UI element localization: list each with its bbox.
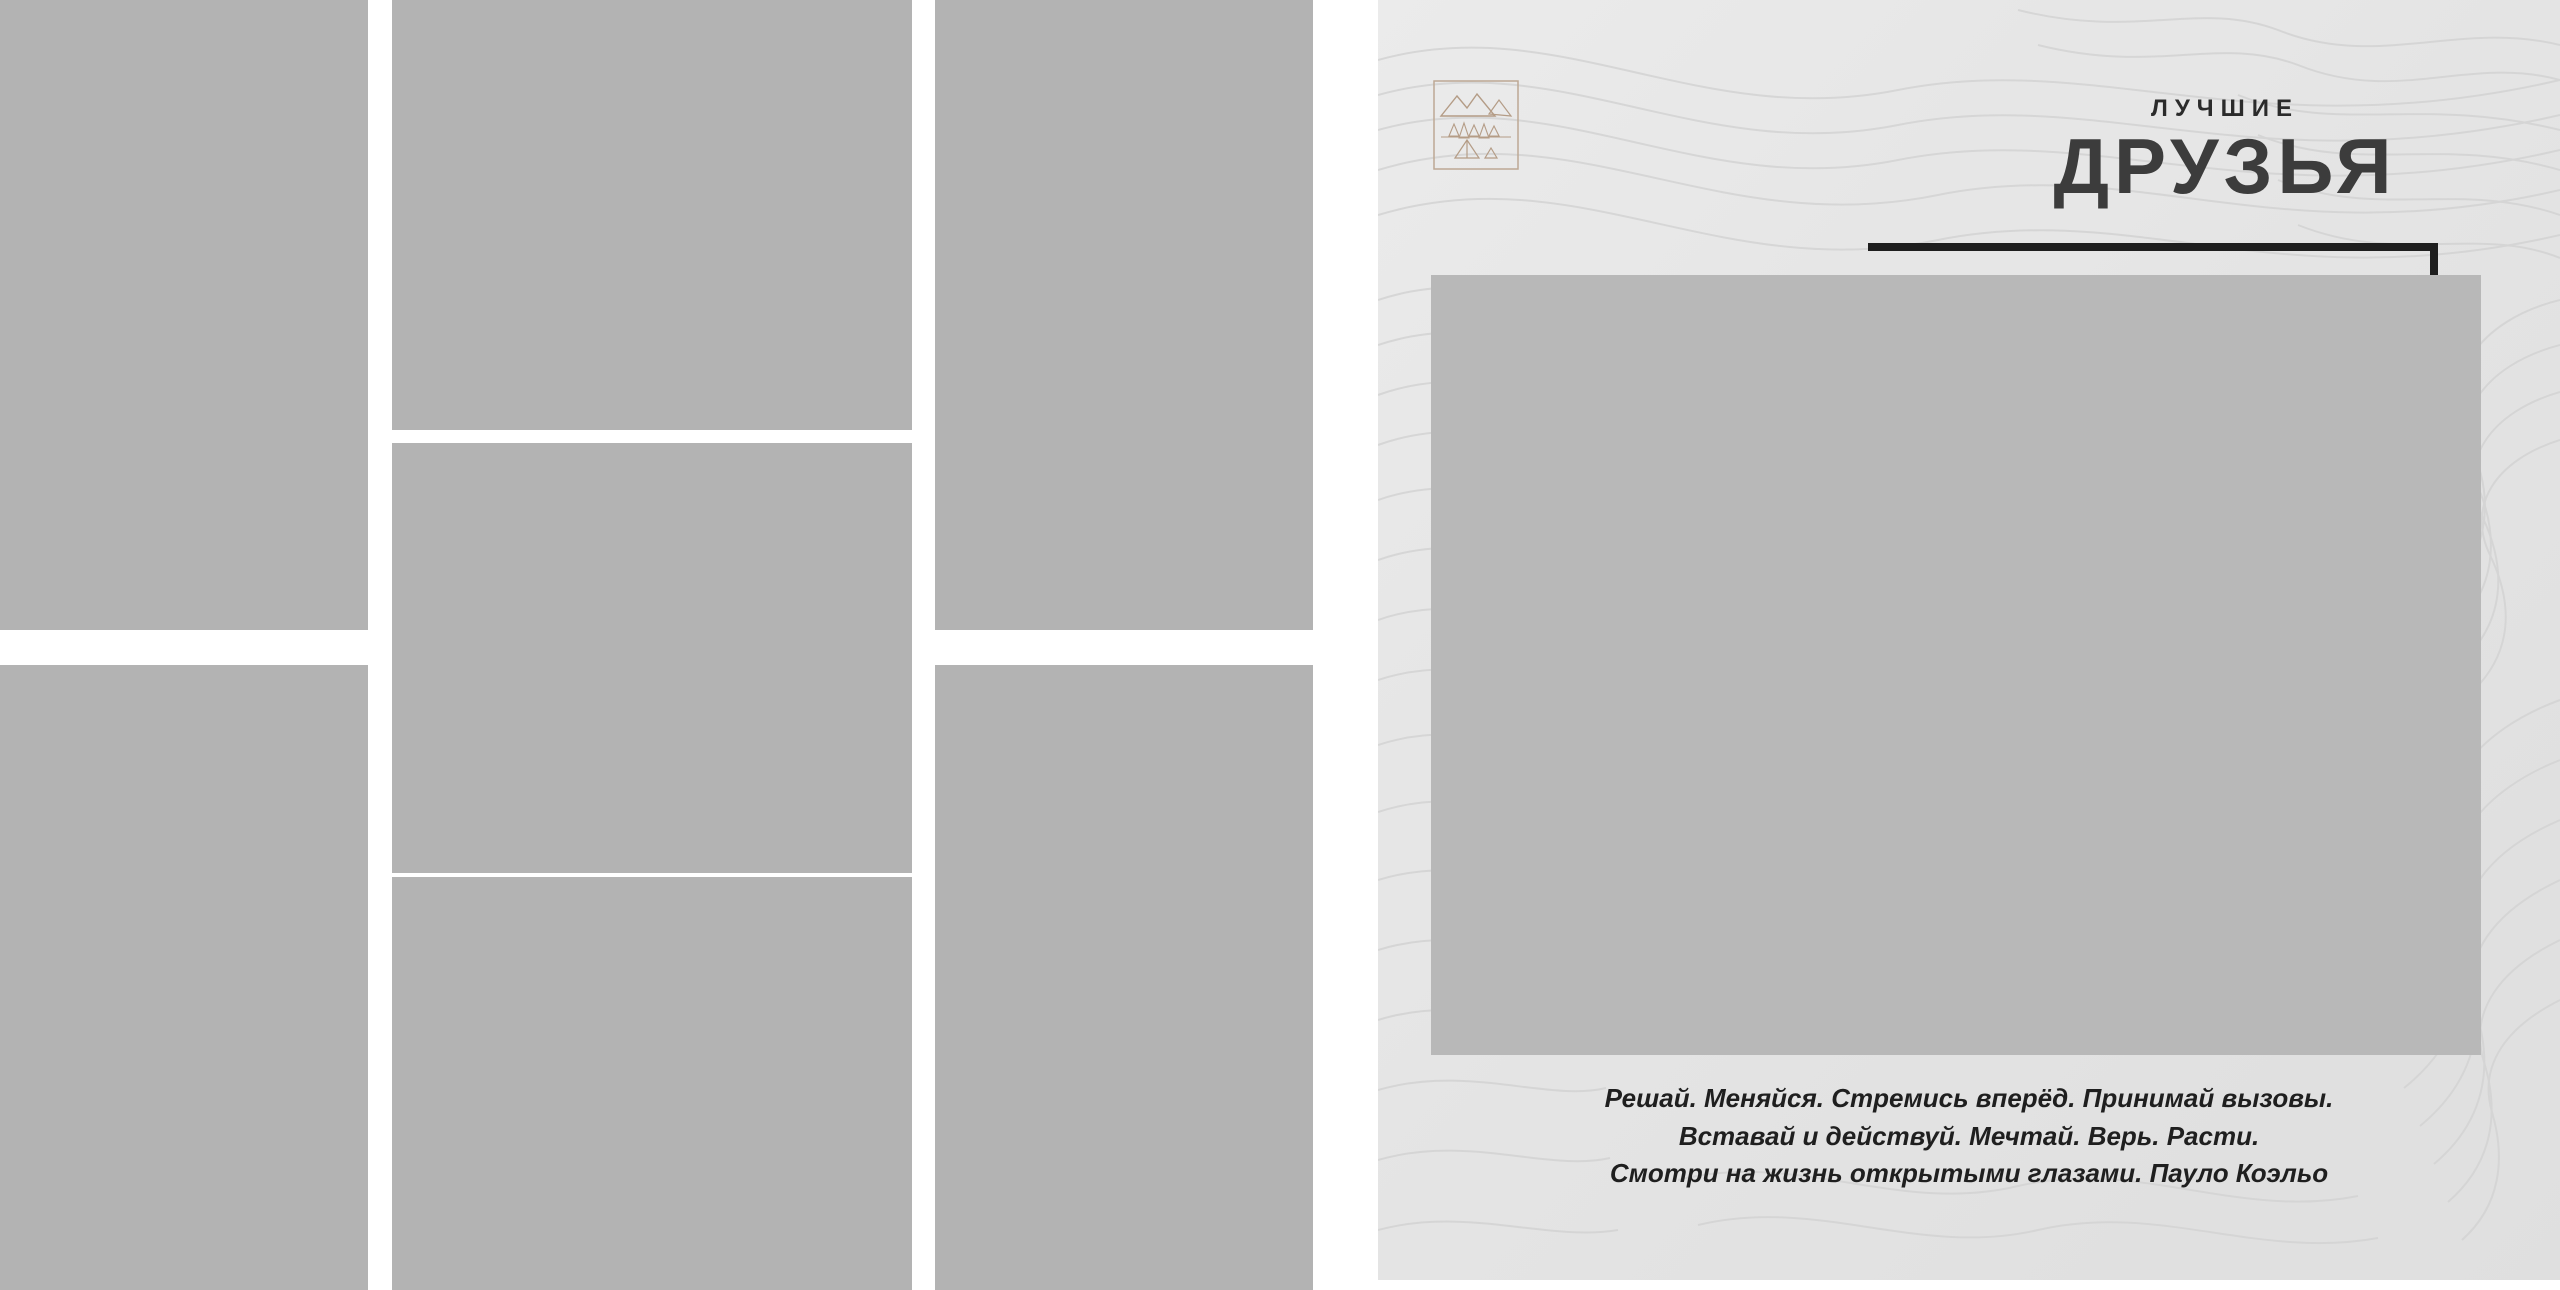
title-kicker: ЛУЧШИЕ (2150, 95, 2299, 122)
quote-line-3: Смотри на жизнь открытыми глазами. Пауло Коэльо (1609, 1158, 2329, 1189)
quote-block (1378, 1080, 2560, 1193)
photo-placeholder-2[interactable] (0, 665, 368, 1290)
photo-placeholder-6[interactable] (935, 0, 1313, 630)
photo-placeholder-3[interactable] (392, 0, 912, 430)
title-main: ДРУЗЬЯ (2053, 122, 2397, 210)
title-page (1378, 0, 2560, 1280)
quote-line-2: Вставай и действуй. Мечтай. Верь. Расти. (1678, 1120, 2260, 1151)
hero-photo-placeholder[interactable] (1431, 275, 2481, 1055)
page-title (2015, 95, 2435, 210)
mountain-forest-tent-icon (1433, 80, 1519, 170)
photo-placeholder-5[interactable] (392, 877, 912, 1290)
photo-placeholder-1[interactable] (0, 0, 368, 630)
quote-line-1: Решай. Меняйся. Стремись вперёд. Принимай вызовы. (1604, 1083, 2334, 1113)
photo-placeholder-7[interactable] (935, 665, 1313, 1290)
photo-placeholder-4[interactable] (392, 443, 912, 873)
